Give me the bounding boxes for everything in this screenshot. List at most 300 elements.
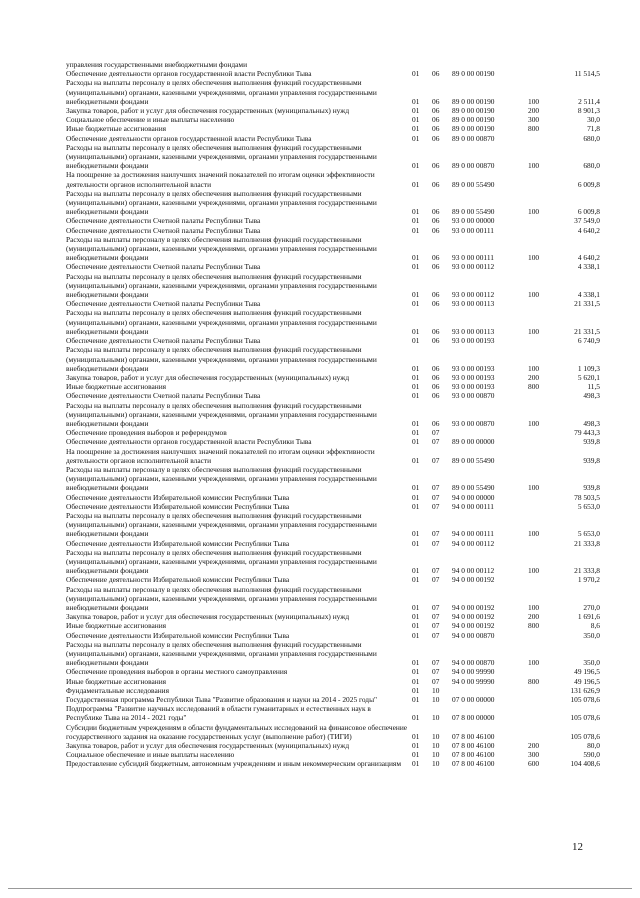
amount: 350,0 [583,658,600,668]
target-article-code: 89 0 00 00870 [452,161,495,171]
table-row [66,262,600,271]
row-name: Закупка товаров, работ и услуг для обеспечения государственных (муниципальных) нужд [66,106,350,116]
subsection-code: 07 [432,575,440,585]
subsection-code: 06 [432,225,440,235]
table-row [66,391,600,400]
row-name: Расходы на выплаты персоналу в целях обеспечения выполнения функций государственными (муниципальными) органами, казенными учреждениями, органами управления государственными внебюджетными фондами [66,234,377,263]
expense-type-code: 600 [528,759,540,769]
table-row [66,308,600,336]
table-row [66,621,600,630]
row-name: Обеспечение деятельности Счетной палаты Республики Тыва [66,262,261,272]
row-name: Обеспечение деятельности Счетной палаты Республики Тыва [66,225,261,235]
target-article-code: 94 0 00 00192 [452,602,495,612]
section-code: 01 [412,336,420,346]
table-row [66,115,600,124]
section-code: 01 [412,529,420,539]
target-article-code: 94 0 00 99990 [452,676,495,686]
section-code: 01 [412,391,420,401]
row-name: Расходы на выплаты персоналу в целях обеспечения выполнения функций государственными (муниципальными) органами, казенными учреждениями, органами управления государственными внебюджетными фондами [66,547,377,576]
expense-type-code: 800 [528,124,540,134]
subsection-code: 10 [432,750,440,760]
subsection-code: 06 [432,418,440,428]
subsection-code: 07 [432,602,440,612]
amount: 4 640,2 [577,225,600,235]
table-row [66,382,600,391]
row-name: Предоставление субсидий бюджетным, автономным учреждениям и иным некоммерческим организациям [66,759,402,769]
expense-type-code: 100 [528,290,540,300]
section-code: 01 [412,69,420,79]
row-name: Обеспечение деятельности Счетной палаты Республики Тыва [66,216,261,226]
expense-type-code: 100 [528,483,540,493]
section-code: 01 [412,685,420,695]
amount: 1 109,3 [577,363,600,373]
amount: 21 333,8 [574,566,600,576]
target-article-code: 89 0 00 00190 [452,106,495,116]
table-row [66,539,600,548]
target-article-code: 93 0 00 00112 [452,262,495,272]
section-code: 01 [412,372,420,382]
subsection-code: 07 [432,676,440,686]
section-code: 01 [412,492,420,502]
section-code: 01 [412,621,420,631]
subsection-code: 07 [432,658,440,668]
subsection-code: 07 [432,621,440,631]
amount: 270,0 [583,602,600,612]
target-article-code: 07 0 00 00000 [452,695,495,705]
table-row [66,189,600,217]
target-article-code: 93 0 00 00113 [452,326,495,336]
section-code: 01 [412,538,420,548]
table-row [66,759,600,768]
table-row [66,60,600,69]
section-code: 01 [412,96,420,106]
amount: 4 640,2 [577,253,600,263]
section-code: 01 [412,676,420,686]
target-article-code: 89 0 00 00190 [452,69,495,79]
subsection-code: 06 [432,115,440,125]
amount: 6 009,8 [577,207,600,217]
section-code: 01 [412,382,420,392]
subsection-code: 07 [432,455,440,465]
amount: 37 549,0 [574,216,600,226]
subsection-code: 06 [432,363,440,373]
row-name: управления государственными внебюджетными фондами [66,60,248,69]
expense-type-code: 300 [528,750,540,760]
target-article-code: 94 0 00 00192 [452,612,495,622]
row-name: Обеспечение деятельности Избирательной комиссии Республики Тыва [66,492,290,502]
amount: 49 196,5 [574,667,600,677]
amount: 680,0 [583,133,600,143]
target-article-code: 07 8 00 00000 [452,713,495,723]
amount: 498,3 [583,391,600,401]
amount: 5 653,0 [577,501,600,511]
target-article-code: 93 0 00 00193 [452,382,495,392]
amount: 71,8 [587,124,600,134]
row-name: Социальное обеспечение и иные выплаты населению [66,115,235,125]
section-code: 01 [412,455,420,465]
table-row [66,447,600,465]
amount: 8,6 [590,621,600,631]
table-row [66,235,600,263]
amount: 2 511,4 [578,96,600,106]
target-article-code: 07 8 00 46100 [452,741,495,751]
section-code: 01 [412,612,420,622]
expense-type-code: 100 [528,566,540,576]
table-row [66,493,600,502]
expense-type-code: 200 [528,612,540,622]
row-name: Обеспечение деятельности Избирательной комиссии Республики Тыва [66,575,290,585]
target-article-code: 94 0 00 00111 [452,501,494,511]
row-name: Расходы на выплаты персоналу в целях обеспечения выполнения функций государственными (муниципальными) органами, казенными учреждениями, органами управления государственными внебюджетными фондами [66,464,377,493]
expense-type-code: 100 [528,96,540,106]
subsection-code: 07 [432,483,440,493]
target-article-code: 93 0 00 00193 [452,363,495,373]
target-article-code: 93 0 00 00112 [452,290,495,300]
section-code: 01 [412,207,420,217]
table-row [66,723,600,741]
table-row [66,428,600,437]
table-row [66,226,600,235]
section-code: 01 [412,124,420,134]
subsection-code: 07 [432,538,440,548]
table-row [66,106,600,115]
target-article-code: 93 0 00 00000 [452,216,495,226]
expense-type-code: 100 [528,658,540,668]
row-name: Закупка товаров, работ и услуг для обеспечения государственных (муниципальных) нужд [66,741,350,751]
amount: 5 653,0 [577,529,600,539]
subsection-code: 06 [432,290,440,300]
subsection-code: 07 [432,612,440,622]
amount: 5 620,1 [577,372,600,382]
amount: 49 196,5 [574,676,600,686]
amount: 6 740,9 [577,336,600,346]
amount: 105 078,6 [570,713,600,723]
row-name: На поощрение за достижения наилучших значений показателей по итогам оценки эффективности деятельности органов исполнительной власти [66,170,375,189]
amount: 21 333,8 [574,538,600,548]
subsection-code: 10 [432,731,440,741]
target-article-code: 89 0 00 55490 [452,207,495,217]
row-name: Расходы на выплаты персоналу в целях обеспечения выполнения функций государственными (муниципальными) органами, казенными учреждениями, органами управления государственными внебюджетными фондами [66,510,377,539]
target-article-code: 89 0 00 00870 [452,133,495,143]
table-row [66,299,600,308]
section-code: 01 [412,630,420,640]
target-article-code: 93 0 00 00193 [452,372,495,382]
subsection-code: 06 [432,69,440,79]
table-row [66,502,600,511]
table-row [66,465,600,493]
amount: 939,8 [583,437,600,447]
row-name: Обеспечение деятельности Избирательной комиссии Республики Тыва [66,501,290,511]
subsection-code: 07 [432,428,440,438]
subsection-code: 06 [432,382,440,392]
subsection-code: 06 [432,161,440,171]
row-name: Расходы на выплаты персоналу в целях обеспечения выполнения функций государственными (муниципальными) органами, казенными учреждениями, органами управления государственными внебюджетными фондами [66,639,377,668]
section-code: 01 [412,741,420,751]
table-row [66,345,600,373]
section-code: 01 [412,299,420,309]
subsection-code: 06 [432,326,440,336]
amount: 498,3 [583,418,600,428]
subsection-code: 06 [432,106,440,116]
row-name: Расходы на выплаты персоналу в целях обеспечения выполнения функций государственными (муниципальными) органами, казенными учреждениями, органами управления государственными внебюджетными фондами [66,78,377,106]
row-name: Закупка товаров, работ и услуг для обеспечения государственных (муниципальных) нужд [66,372,350,382]
row-name: Иные бюджетные ассигнования [66,124,167,134]
subsection-code: 06 [432,179,440,189]
amount: 79 443,3 [574,428,600,438]
table-row [66,640,600,668]
target-article-code: 94 0 00 00111 [452,529,494,539]
subsection-code: 10 [432,685,440,695]
section-code: 01 [412,602,420,612]
table-row [66,437,600,446]
row-name: Подпрограмма "Развитие научных исследований в области гуманитарных и естественных наук в Республике Тыва на 2014 - 2021 годы" [66,704,371,723]
budget-table [66,60,600,769]
section-code: 01 [412,161,420,171]
expense-type-code: 800 [528,621,540,631]
section-code: 01 [412,759,420,769]
subsection-code: 07 [432,630,440,640]
target-article-code: 94 0 00 00192 [452,575,495,585]
amount: 11 514,5 [574,69,600,79]
section-code: 01 [412,133,420,143]
target-article-code: 94 0 00 00112 [452,538,495,548]
section-code: 01 [412,115,420,125]
row-name: Обеспечение деятельности Счетной палаты Республики Тыва [66,336,261,346]
subsection-code: 06 [432,391,440,401]
target-article-code: 07 8 00 46100 [452,750,495,760]
amount: 4 338,1 [577,262,600,272]
expense-type-code: 100 [528,529,540,539]
subsection-code: 07 [432,492,440,502]
amount: 8 901,3 [577,106,600,116]
target-article-code: 89 0 00 00190 [452,124,495,134]
row-name: Обеспечение деятельности органов государственной власти Республики Тыва [66,69,312,79]
table-row [66,575,600,584]
target-article-code: 93 0 00 00870 [452,418,495,428]
subsection-code: 06 [432,207,440,217]
target-article-code: 89 0 00 55490 [452,179,495,189]
subsection-code: 07 [432,501,440,511]
table-row [66,612,600,621]
expense-type-code: 200 [528,372,540,382]
amount: 21 331,5 [574,299,600,309]
amount: 350,0 [583,630,600,640]
subsection-code: 07 [432,437,440,447]
subsection-code: 10 [432,713,440,723]
expense-type-code: 100 [528,253,540,263]
section-code: 01 [412,501,420,511]
amount: 939,8 [583,455,600,465]
amount: 104 408,6 [570,759,600,769]
table-row [66,78,600,106]
row-name: Обеспечение деятельности Избирательной комиссии Республики Тыва [66,538,290,548]
row-name: Обеспечение деятельности Счетной палаты Республики Тыва [66,299,261,309]
target-article-code: 07 8 00 46100 [452,731,495,741]
row-name: Обеспечение деятельности органов государственной власти Республики Тыва [66,437,312,447]
row-name: Обеспечение деятельности Счетной палаты Республики Тыва [66,391,261,401]
section-code: 01 [412,418,420,428]
row-name: Субсидии бюджетным учреждениям в области фундаментальных исследований на финансовое обеспечение государственного задания на оказание государственных услуг (выполнение работ) (ТИГИ) [66,722,408,741]
row-name: Государственная программа Республики Тыва "Развитие образования и науки на 2014 - 2025 годы" [66,695,378,705]
subsection-code: 07 [432,529,440,539]
table-row [66,134,600,143]
table-row [66,272,600,300]
table-row [66,695,600,704]
row-name: Иные бюджетные ассигнования [66,382,167,392]
expense-type-code: 200 [528,106,540,116]
target-article-code: 94 0 00 00870 [452,630,495,640]
table-row [66,686,600,695]
target-article-code: 93 0 00 00111 [452,225,494,235]
table-row [66,216,600,225]
subsection-code: 10 [432,741,440,751]
row-name: Обеспечение проведения выборов в органы местного самоуправления [66,667,288,677]
expense-type-code: 800 [528,382,540,392]
amount: 590,0 [583,750,600,760]
expense-type-code: 100 [528,326,540,336]
row-name: Иные бюджетные ассигнования [66,676,167,686]
table-row [66,124,600,133]
table-row [66,511,600,539]
amount: 6 009,8 [577,179,600,189]
subsection-code: 06 [432,96,440,106]
row-name: Расходы на выплаты персоналу в целях обеспечения выполнения функций государственными (муниципальными) органами, казенными учреждениями, органами управления государственными внебюджетными фондами [66,345,377,373]
row-name: Расходы на выплаты персоналу в целях обеспечения выполнения функций государственными (муниципальными) органами, казенными учреждениями, органами управления государственными внебюджетными фондами [66,308,377,336]
target-article-code: 93 0 00 00111 [452,253,494,263]
amount: 939,8 [583,483,600,493]
row-name: Иные бюджетные ассигнования [66,621,167,631]
amount: 1 970,2 [577,575,600,585]
subsection-code: 06 [432,336,440,346]
section-code: 01 [412,695,420,705]
amount: 105 078,6 [570,695,600,705]
expense-type-code: 200 [528,741,540,751]
target-article-code: 89 0 00 00000 [452,437,495,447]
section-code: 01 [412,216,420,226]
target-article-code: 94 0 00 00870 [452,658,495,668]
target-article-code: 07 8 00 46100 [452,759,495,769]
subsection-code: 06 [432,133,440,143]
amount: 1 691,6 [577,612,600,622]
table-row [66,170,600,188]
table-row [66,143,600,171]
section-code: 01 [412,437,420,447]
section-code: 01 [412,106,420,116]
target-article-code: 93 0 00 00870 [452,391,495,401]
subsection-code: 06 [432,253,440,263]
subsection-code: 06 [432,124,440,134]
subsection-code: 06 [432,262,440,272]
subsection-code: 07 [432,667,440,677]
footer-divider [8,888,632,889]
expense-type-code: 100 [528,207,540,217]
section-code: 01 [412,667,420,677]
row-name: Фундаментальные исследования [66,685,170,695]
subsection-code: 10 [432,759,440,769]
row-name: Расходы на выплаты персоналу в целях обеспечения выполнения функций государственными (муниципальными) органами, казенными учреждениями, органами управления государственными внебюджетными фондами [66,271,377,300]
row-name: Расходы на выплаты персоналу в целях обеспечения выполнения функций государственными (муниципальными) органами, казенными учреждениями, органами управления государственными внебюджетными фондами [66,142,377,171]
target-article-code: 89 0 00 55490 [452,455,495,465]
row-name: На поощрение за достижения наилучших значений показателей по итогам оценки эффективности деятельности органов исполнительной власти [66,446,375,465]
subsection-code: 10 [432,695,440,705]
section-code: 01 [412,179,420,189]
subsection-code: 07 [432,566,440,576]
section-code: 01 [412,658,420,668]
expense-type-code: 100 [528,602,540,612]
target-article-code: 89 0 00 00190 [452,96,495,106]
amount: 80,0 [587,741,600,751]
section-code: 01 [412,363,420,373]
section-code: 01 [412,326,420,336]
target-article-code: 94 0 00 99990 [452,667,495,677]
expense-type-code: 300 [528,115,540,125]
table-row [66,585,600,613]
row-name: Обеспечение проведения выборов и референдумов [66,428,227,438]
row-name: Расходы на выплаты персоналу в целях обеспечения выполнения функций государственными (муниципальными) органами, казенными учреждениями, органами управления государственными внебюджетными фондами [66,584,377,612]
amount: 21 331,5 [574,326,600,336]
section-code: 01 [412,731,420,741]
table-row [66,677,600,686]
section-code: 01 [412,428,420,438]
row-name: Расходы на выплаты персоналу в целях обеспечения выполнения функций государственными (муниципальными) органами, казенными учреждениями, органами управления государственными внебюджетными фондами [66,400,377,428]
section-code: 01 [412,262,420,272]
row-name: Социальное обеспечение и иные выплаты населению [66,750,235,760]
expense-type-code: 100 [528,418,540,428]
table-row [66,631,600,640]
amount: 78 503,5 [574,492,600,502]
table-row [66,336,600,345]
subsection-code: 06 [432,299,440,309]
expense-type-code: 100 [528,363,540,373]
table-row [66,741,600,750]
section-code: 01 [412,750,420,760]
table-row [66,548,600,576]
amount: 105 078,6 [570,731,600,741]
subsection-code: 06 [432,216,440,226]
table-row [66,69,600,78]
section-code: 01 [412,713,420,723]
target-article-code: 89 0 00 55490 [452,483,495,493]
amount: 680,0 [583,161,600,171]
subsection-code: 06 [432,372,440,382]
section-code: 01 [412,225,420,235]
table-row [66,373,600,382]
expense-type-code: 800 [528,676,540,686]
target-article-code: 94 0 00 00000 [452,492,495,502]
section-code: 01 [412,575,420,585]
amount: 4 338,1 [577,290,600,300]
section-code: 01 [412,483,420,493]
table-row [66,704,600,722]
table-row [66,750,600,759]
target-article-code: 89 0 00 00190 [452,115,495,125]
amount: 30,0 [587,115,600,125]
section-code: 01 [412,290,420,300]
row-name: Расходы на выплаты персоналу в целях обеспечения выполнения функций государственными (муниципальными) органами, казенными учреждениями, органами управления государственными внебюджетными фондами [66,188,377,217]
section-code: 01 [412,253,420,263]
target-article-code: 93 0 00 00113 [452,299,495,309]
page-number: 12 [572,841,583,853]
row-name: Обеспечение деятельности органов государственной власти Республики Тыва [66,133,312,143]
section-code: 01 [412,566,420,576]
row-name: Обеспечение деятельности Избирательной комиссии Республики Тыва [66,630,290,640]
target-article-code: 94 0 00 00112 [452,566,495,576]
row-name: Закупка товаров, работ и услуг для обеспечения государственных (муниципальных) нужд [66,612,350,622]
expense-type-code: 100 [528,161,540,171]
target-article-code: 94 0 00 00192 [452,621,495,631]
amount: 131 626,9 [570,685,600,695]
table-row [66,667,600,676]
